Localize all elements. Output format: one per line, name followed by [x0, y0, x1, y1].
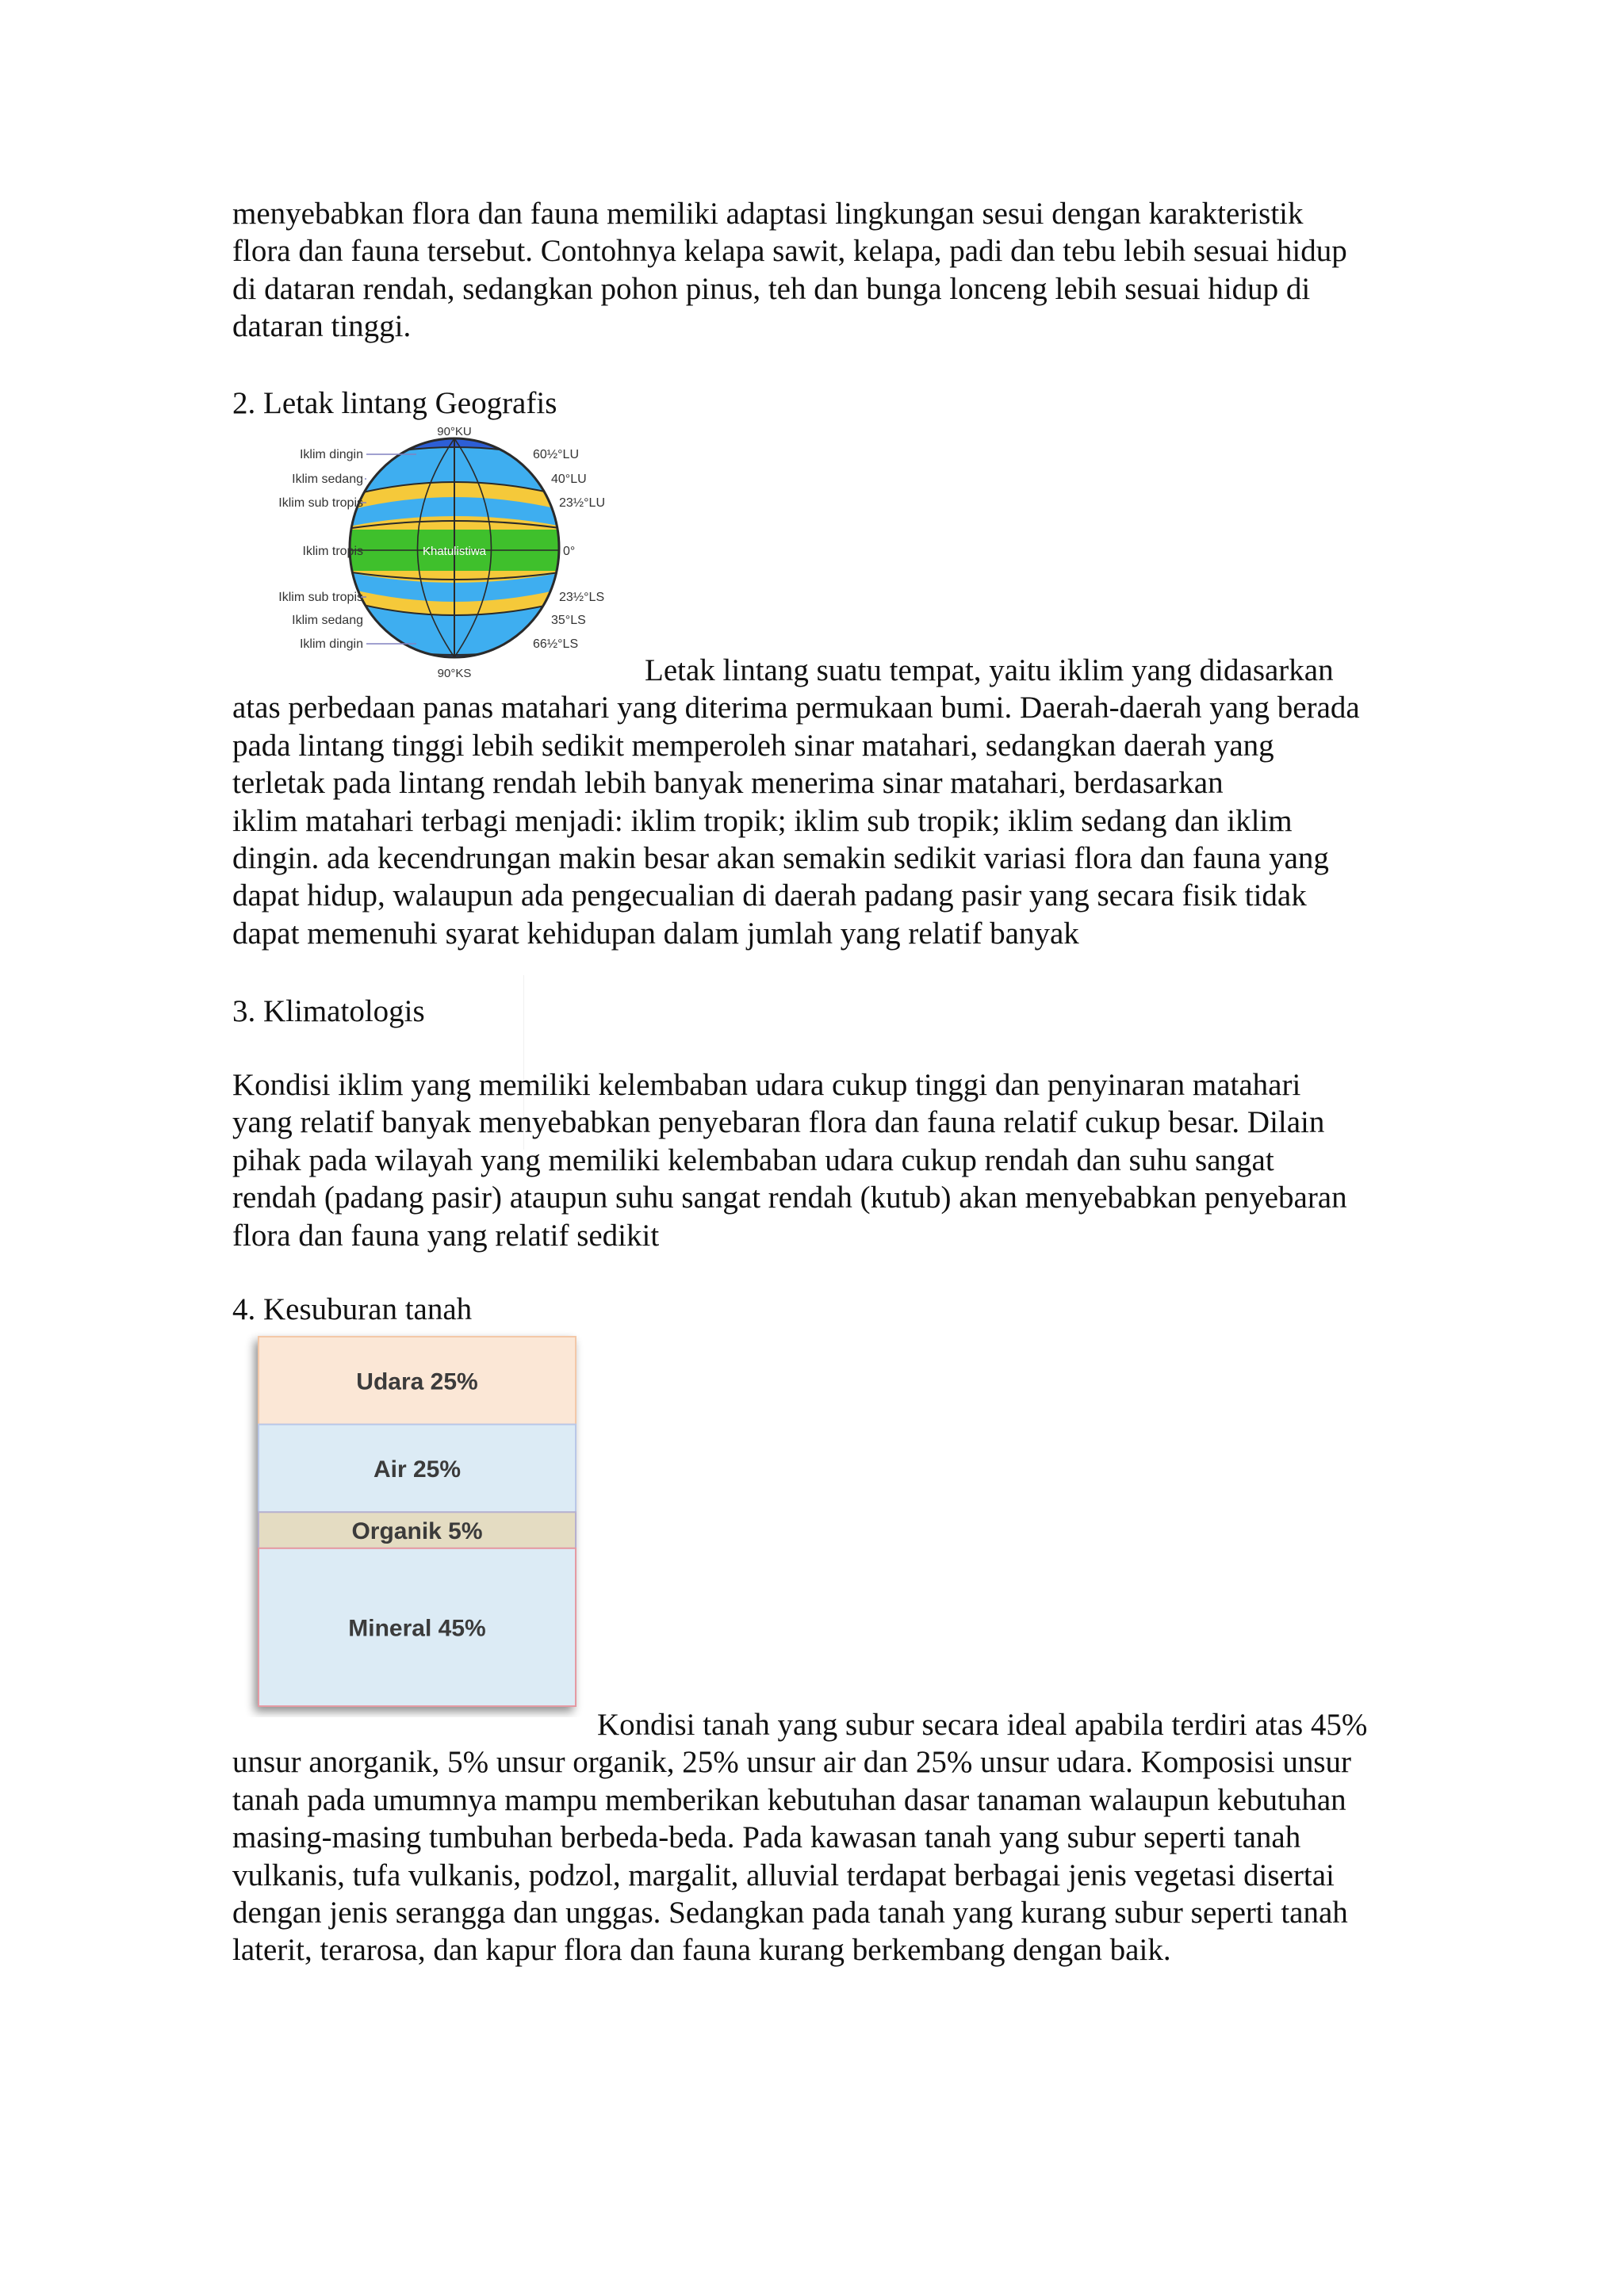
- latitude-label-right: 40°LU: [551, 473, 587, 486]
- latitude-label-right: 66½°LS: [533, 637, 579, 651]
- text-line: laterit, terarosa, dan kapur flora dan fauna kurang berkembang dengan baik.: [232, 1933, 1171, 1968]
- soil-composition-figure: [243, 1329, 584, 1717]
- section-2-paragraph: [232, 652, 1438, 952]
- climate-zones-globe-figure: [230, 425, 650, 680]
- soil-layer-label: Air 25%: [373, 1456, 462, 1483]
- text-line: unsur anorganik, 5% unsur organik, 25% unsur air dan 25% unsur udara. Komposisi unsur: [232, 1745, 1352, 1780]
- text-line: di dataran rendah, sedangkan pohon pinus, teh dan bunga lonceng lebih sesuai hidup di: [232, 271, 1311, 306]
- text-line: terletak pada lintang rendah lebih banyak menerima sinar matahari, berdasarkan: [232, 766, 1224, 801]
- latitude-label-right: 23½°LS: [559, 591, 605, 604]
- zone-label-left: Iklim sedang: [292, 614, 363, 627]
- text-line: rendah (padang pasir) ataupun suhu sangat rendah (kutub) akan menyebabkan penyebaran: [232, 1181, 1347, 1215]
- equator-label: Khatulistiwa: [422, 545, 487, 558]
- latitude-label-right: 35°LS: [551, 614, 586, 627]
- text-line: atas perbedaan panas matahari yang diterima permukaan bumi. Daerah-daerah yang berada: [232, 691, 1360, 725]
- zone-label-left: Iklim dingin: [299, 637, 363, 651]
- text-line: tanah pada umumnya mampu memberikan kebutuhan dasar tanaman walaupun kebutuhan: [232, 1782, 1346, 1817]
- text-line: pada lintang tinggi lebih sedikit memperoleh sinar matahari, sedangkan daerah yang: [232, 728, 1274, 763]
- soil-layers-diagram: [243, 1329, 584, 1717]
- text-line: dingin. ada kecendrungan makin besar akan semakin sedikit variasi flora dan fauna yang: [232, 841, 1329, 876]
- text-line: iklim matahari terbagi menjadi: iklim tropik; iklim sub tropik; iklim sedang dan iklim: [232, 803, 1293, 838]
- text-line: dengan jenis serangga dan unggas. Sedangkan pada tanah yang kurang subur seperti tanah: [232, 1896, 1348, 1931]
- zone-label-left: Iklim sedang: [292, 473, 363, 486]
- text-line: Kondisi iklim yang memiliki kelembaban udara cukup tinggi dan penyinaran matahari: [232, 1068, 1301, 1102]
- text-line: flora dan fauna tersebut. Contohnya kelapa sawit, kelapa, padi dan tebu lebih sesuai hidup: [232, 234, 1347, 269]
- text-line: menyebabkan flora dan fauna memiliki adaptasi lingkungan sesui dengan karakteristik: [232, 197, 1304, 231]
- zone-label-left: Iklim tropis: [302, 545, 363, 558]
- intro-paragraph: [232, 195, 1438, 346]
- text-line: Kondisi tanah yang subur secara ideal apabila terdiri atas 45%: [597, 1708, 1368, 1742]
- text-line: dapat hidup, walaupun ada pengecualian di daerah padang pasir yang secara fisik tidak: [232, 878, 1307, 913]
- north-pole-label: 90°KU: [437, 425, 472, 438]
- text-line: yang relatif banyak menyebabkan penyebaran flora dan fauna relatif cukup besar. Dilain: [232, 1105, 1325, 1140]
- text-line: dataran tinggi.: [232, 309, 412, 344]
- section-3-heading: 3. Klimatologis: [232, 994, 425, 1028]
- text-line: flora dan fauna yang relatif sedikit: [232, 1218, 660, 1253]
- latitude-label-right: 0°: [563, 545, 576, 558]
- soil-layer-label: Mineral 45%: [348, 1615, 486, 1642]
- latitude-label-right: 23½°LU: [559, 496, 605, 510]
- text-line: pihak pada wilayah yang memiliki kelembaban udara cukup rendah dan suhu sangat: [232, 1142, 1274, 1177]
- south-pole-label: 90°KS: [437, 667, 472, 680]
- section-2-heading: 2. Letak lintang Geografis: [232, 386, 557, 420]
- section-3-paragraph: [232, 1066, 1438, 1254]
- zone-label-left: Iklim sub tropis: [278, 591, 363, 604]
- text-line: masing-masing tumbuhan berbeda-beda. Pada kawasan tanah yang subur seperti tanah: [232, 1820, 1301, 1855]
- soil-layer-label: Udara 25%: [356, 1368, 478, 1395]
- zone-label-left: Iklim sub tropis: [278, 496, 363, 510]
- text-line: dapat memenuhi syarat kehidupan dalam jumlah yang relatif banyak: [232, 916, 1079, 951]
- text-line: vulkanis, tufa vulkanis, podzol, margalit, alluvial terdapat berbagai jenis vegetasi disertai: [232, 1858, 1335, 1892]
- section-4-paragraph: [232, 1706, 1438, 1969]
- section-4-heading: 4. Kesuburan tanah: [232, 1292, 473, 1326]
- zone-label-left: Iklim dingin: [299, 448, 363, 461]
- text-line: Letak lintang suatu tempat, yaitu iklim yang didasarkan: [645, 653, 1334, 687]
- soil-layer-label: Organik 5%: [351, 1518, 483, 1545]
- latitude-label-right: 60½°LU: [533, 448, 579, 461]
- globe-diagram: [230, 425, 650, 680]
